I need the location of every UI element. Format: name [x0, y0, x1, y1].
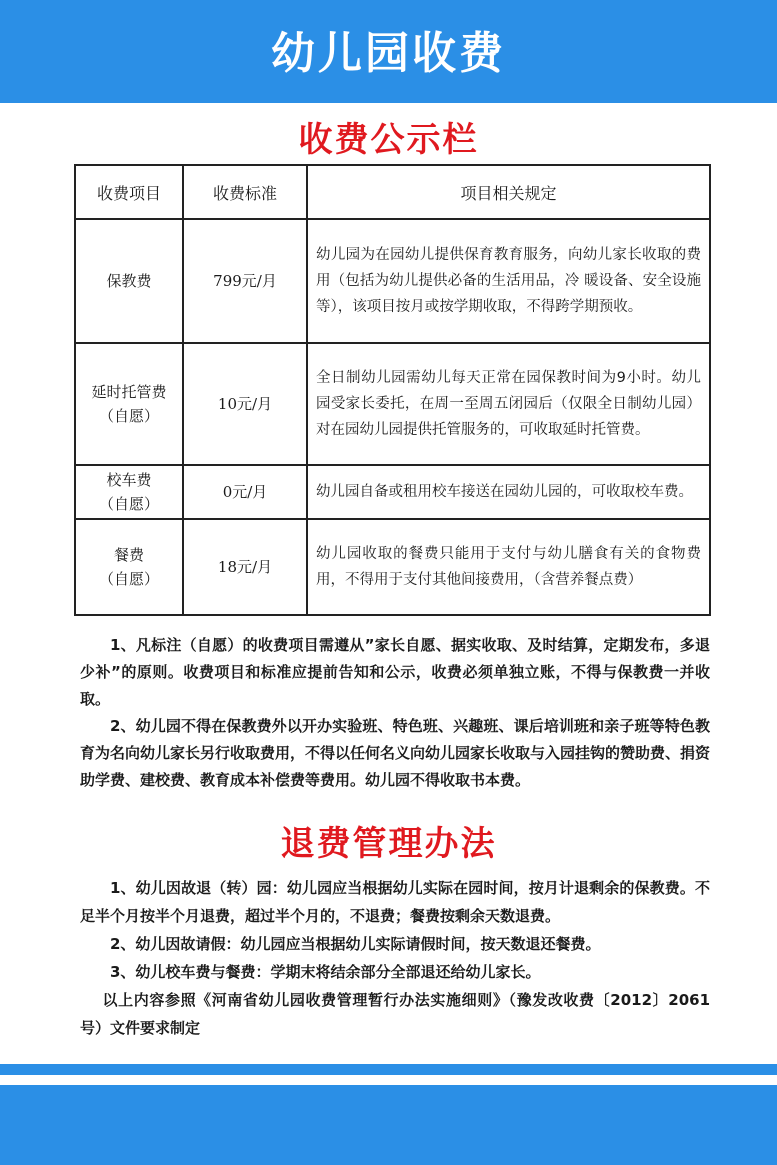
item-name: 延时托管费: [91, 383, 167, 401]
item-cell: [75, 519, 183, 615]
rule-cell: 幼儿园收取的餐费只能用于支付与幼儿膳食有关的食物费用，不得用于支付其他间接费用，（含营养餐点费）: [307, 519, 710, 615]
refund-paragraph: 1、幼儿因故退（转）园：幼儿园应当根据幼儿实际在园时间，按月计退剩余的保教费。不足半个月按半个月退费，超过半个月的，不退费；餐费按剩余天数退费。: [80, 879, 710, 925]
price-cell: 18元/月: [183, 519, 307, 615]
table-row: [75, 343, 710, 465]
item-cell: [75, 465, 183, 519]
footer-stripe: [0, 1064, 777, 1075]
reference-note: 以上内容参照《河南省幼儿园收费管理暂行办法实施细则》（豫发改收费〔2012〕2061号）文件要求制定: [80, 991, 710, 1037]
item-voluntary-tag: （自愿）: [98, 407, 159, 425]
price-cell: 10元/月: [183, 343, 307, 465]
fee-notes: [80, 632, 710, 794]
price-cell: 799元/月: [183, 219, 307, 343]
page-title: 幼儿园收费: [271, 27, 506, 79]
column-header-rules: 项目相关规定: [307, 165, 710, 219]
fee-table: [74, 164, 711, 616]
price-cell: 0元/月: [183, 465, 307, 519]
table-header-row: [75, 165, 710, 219]
item-voluntary-tag: （自愿）: [98, 570, 159, 588]
item-cell: [75, 343, 183, 465]
refund-paragraph: 3、幼儿校车费与餐费：学期末将结余部分全部退还给幼儿家长。: [110, 963, 541, 981]
refund-title: 退费管理办法: [280, 824, 497, 864]
rule-cell: 幼儿园为在园幼儿提供保育教育服务，向幼儿家长收取的费用（包括为幼儿提供必备的生活用品，冷 暖设备、安全设施等），该项目按月或按学期收取，不得跨学期预收。: [307, 219, 710, 343]
item-name: 校车费: [106, 471, 152, 489]
note-paragraph: 2、幼儿园不得在保教费外以开办实验班、特色班、兴趣班、课后培训班和亲子班等特色教育为名向幼儿家长另行收取费用，不得以任何名义向幼儿园家长收取与入园挂钩的赞助费、捐资助学费、建校费、教育成本补偿费等费用。幼儿园不得收取书本费。: [80, 717, 711, 789]
header-banner: [0, 0, 777, 103]
rule-cell: 全日制幼儿园需幼儿每天正常在园保教时间为9小时。幼儿园受家长委托，在周一至周五闭园后（仅限全日制幼儿园）对在园幼儿园提供托管服务的，可收取延时托管费。: [307, 343, 710, 465]
item-name: 保教费: [106, 272, 152, 290]
note-paragraph: 1、凡标注（自愿）的收费项目需遵从”家长自愿、据实收取、及时结算，定期发布，多退少补”的原则。收费项目和标准应提前告知和公示，收费必须单独立账，不得与保教费一并收取。: [80, 636, 710, 708]
table-row: [75, 465, 710, 519]
column-header-item: 收费项目: [75, 165, 183, 219]
notice-title: 收费公示栏: [298, 120, 479, 160]
item-voluntary-tag: （自愿）: [98, 495, 159, 513]
footer-band: [0, 1085, 777, 1165]
refund-rules: [80, 874, 710, 1042]
item-cell: [75, 219, 183, 343]
item-name: 餐费: [113, 546, 144, 564]
column-header-price: 收费标准: [183, 165, 307, 219]
table-row: [75, 519, 710, 615]
refund-paragraph: 2、幼儿因故请假：幼儿园应当根据幼儿实际请假时间，按天数退还餐费。: [110, 935, 601, 953]
rule-cell: 幼儿园自备或租用校车接送在园幼儿园的，可收取校车费。: [307, 465, 710, 519]
table-row: [75, 219, 710, 343]
